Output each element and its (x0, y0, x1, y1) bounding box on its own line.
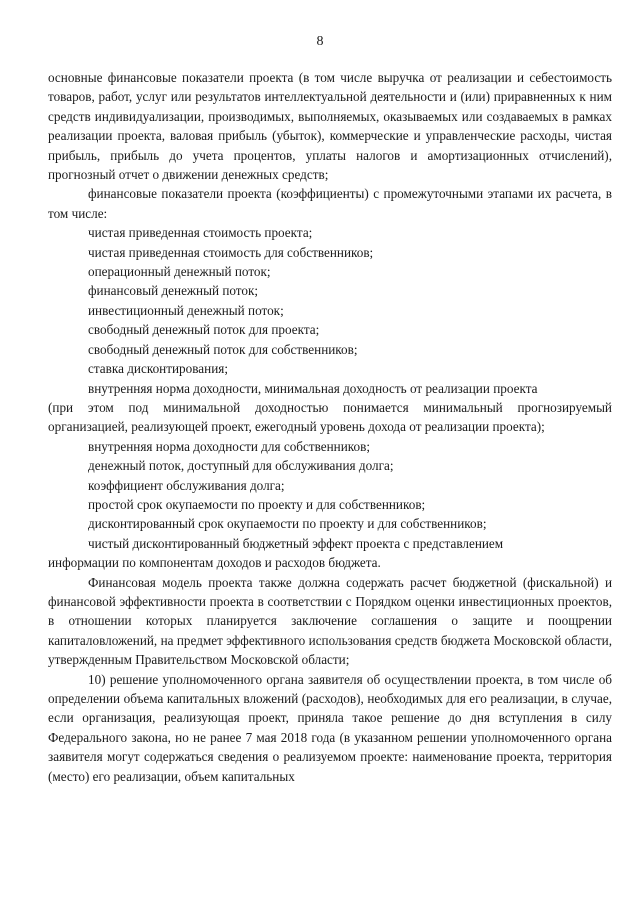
list-item-irr-rest: (при этом под минимальной доходностью понимается минимальный прогнозируемый организацией, реализующей проект, ежегодный уровень дохода от реализации проекта); (48, 399, 612, 435)
list-item: свободный денежный поток для проекта; (88, 322, 320, 338)
list-item: финансовый денежный поток; (88, 283, 259, 299)
list-item: свободный денежный поток для собственников; (88, 341, 358, 357)
document-body (48, 68, 612, 786)
list-item-budget-rest: информации по компонентам доходов и расходов бюджета. (48, 555, 381, 571)
list-item: операционный денежный поток; (88, 264, 271, 280)
list-item: коэффициент обслуживания долга; (88, 477, 285, 493)
list-item-budget (48, 534, 612, 573)
coefficient-list (48, 223, 612, 572)
list-item: дисконтированный срок окупаемости по проекту и для собственников; (88, 516, 487, 532)
list-item: простой срок окупаемости по проекту и для собственников; (88, 496, 426, 512)
list-item: чистая приведенная стоимость для собственников; (88, 244, 374, 260)
list-item-irr (48, 379, 612, 437)
paragraph-coefficients: финансовые показатели проекта (коэффициенты) с промежуточными этапами их расчета, в том числе: (48, 186, 612, 221)
list-item: внутренняя норма доходности для собственников; (88, 438, 371, 454)
list-item: чистая приведенная стоимость проекта; (88, 225, 313, 241)
list-item: ставка дисконтирования; (88, 361, 228, 377)
list-item-irr-first: внутренняя норма доходности, минимальная доходность от реализации проекта (88, 380, 538, 396)
paragraph-item-10: 10) решение уполномоченного органа заявителя об осуществлении проекта, в том числе об определении объема капитальных вложений (расходов), необходимых для его реализации, в случае, если организация, реализующая проект, приняла такое решение до дня вступления в силу Федерального закона, но не ранее 7 мая 2018 года (в указанном решении уполномоченного органа заявителя могут содержаться сведения о реализуемом проекте: наименование проекта, территория (место) его реализации, объем капитальных (48, 671, 612, 784)
paragraph-financial-model: Финансовая модель проекта также должна содержать расчет бюджетной (фискальной) и финансовой эффективности проекта в соответствии с Порядком оценки инвестиционных проектов, в отношении которых планируется заключение соглашения о защите и поощрении капиталовложений, на предмет эффективного использования средств бюджета Московской области, утвержденным Правительством Московской области; (48, 574, 612, 668)
list-item: денежный поток, доступный для обслуживания долга; (88, 458, 394, 474)
paragraph-financial-indicators: основные финансовые показатели проекта (в том числе выручка от реализации и себестоимость товаров, работ, услуг или результатов интеллектуальной деятельности и (или) приравненных к ним средств индивидуализации, производимых, выполняемых, оказываемых или создаваемых в рамках реализации проекта, валовая прибыль (убыток), коммерческие и управленческие расходы, чистая прибыль, прибыль до учета процентов, уплаты налогов и амортизационных отчислений), прогнозный отчет о движении денежных средств; (48, 70, 612, 183)
page-number: 8 (316, 34, 324, 49)
list-item-budget-first: чистый дисконтированный бюджетный эффект проекта с представлением (88, 535, 504, 551)
list-item: инвестиционный денежный поток; (88, 302, 284, 318)
